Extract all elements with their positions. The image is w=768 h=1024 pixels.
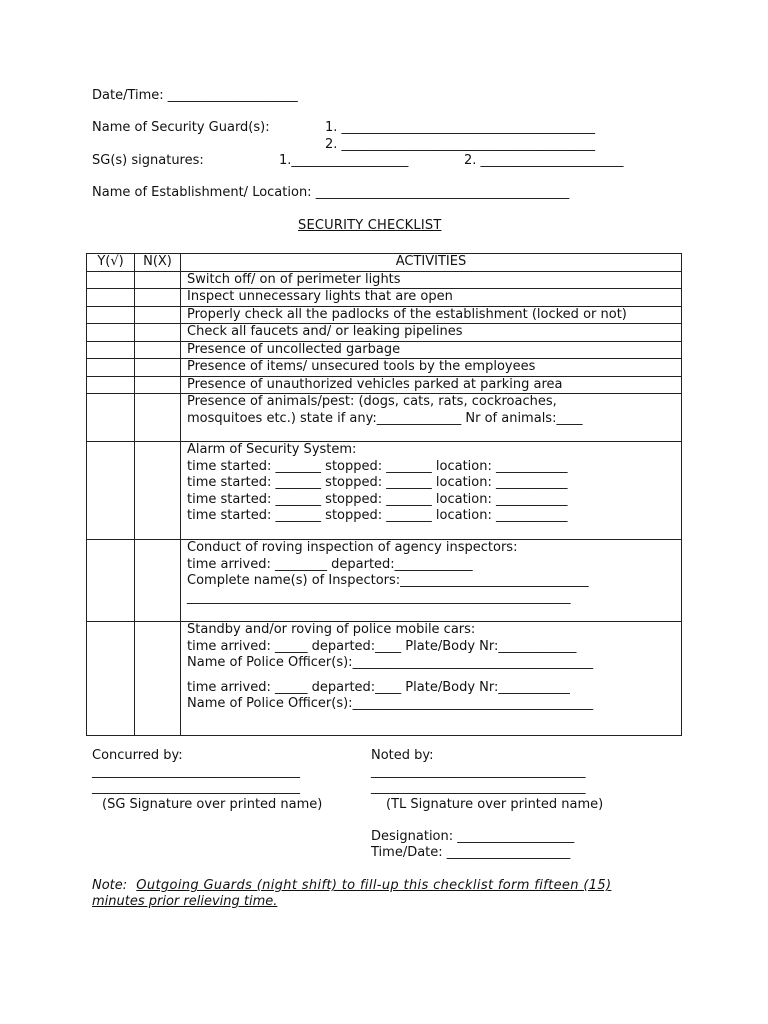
time-date-field[interactable]: Time/Date: ___________________ bbox=[371, 845, 571, 860]
note-text-2: minutes prior relieving time. bbox=[92, 894, 278, 909]
table-row bbox=[87, 376, 682, 394]
page-title: SECURITY CHECKLIST bbox=[298, 218, 442, 233]
alarm-heading: Alarm of Security System: bbox=[187, 442, 357, 457]
table-row bbox=[87, 271, 682, 289]
note-line-1 bbox=[92, 878, 611, 893]
no-checkbox-cell[interactable] bbox=[135, 324, 181, 342]
inspectors-name-line[interactable]: Complete name(s) of Inspectors:_____________________________ bbox=[187, 573, 589, 588]
concurred-signature-line-2[interactable]: ________________________________ bbox=[92, 780, 300, 795]
alarm-time-line[interactable]: time started: _______ stopped: _______ location: ___________ bbox=[187, 491, 568, 507]
activity-label: Properly check all the padlocks of the establishment (locked or not) bbox=[181, 306, 682, 324]
no-checkbox-cell[interactable] bbox=[135, 376, 181, 394]
yes-checkbox-cell[interactable] bbox=[87, 289, 135, 307]
column-header-no: N(X) bbox=[135, 254, 181, 272]
activity-label: Presence of unauthorized vehicles parked at parking area bbox=[181, 376, 682, 394]
note-text-1: Outgoing Guards (night shift) to fill-up this checklist form fifteen (15) bbox=[136, 878, 612, 893]
police-spacer bbox=[187, 672, 681, 680]
concurred-by-label: Concurred by: bbox=[92, 748, 183, 763]
police-cell bbox=[181, 622, 682, 736]
inspectors-name-line-2[interactable]: ___________________________________________________________ bbox=[187, 589, 571, 605]
police-officer-line-2[interactable]: Name of Police Officer(s):_____________________________________ bbox=[187, 696, 594, 711]
note-label: Note: bbox=[92, 878, 128, 893]
roving-time-line[interactable]: time arrived: ________ departed:____________ bbox=[187, 556, 473, 572]
guard-name-label: Name of Security Guard(s): bbox=[92, 120, 270, 135]
roving-cell bbox=[181, 540, 682, 622]
yes-checkbox-cell[interactable] bbox=[87, 442, 135, 540]
column-header-yes: Y(√) bbox=[87, 254, 135, 272]
signature-label: SG(s) signatures: bbox=[92, 153, 204, 168]
checklist-table bbox=[86, 253, 682, 736]
table-row-police bbox=[87, 622, 682, 736]
activity-label: Presence of uncollected garbage bbox=[181, 341, 682, 359]
alarm-time-line[interactable]: time started: _______ stopped: _______ location: ___________ bbox=[187, 508, 568, 523]
no-checkbox-cell[interactable] bbox=[135, 394, 181, 442]
alarm-cell bbox=[181, 442, 682, 540]
guard-name-line-1[interactable]: 1. _______________________________________ bbox=[325, 120, 596, 135]
activity-label: Inspect unnecessary lights that are open bbox=[181, 289, 682, 307]
noted-by-label: Noted by: bbox=[371, 748, 434, 763]
yes-checkbox-cell[interactable] bbox=[87, 394, 135, 442]
establishment-field[interactable]: Name of Establishment/ Location: _______________________________________ bbox=[92, 185, 570, 200]
signature-line-2[interactable]: 2. ______________________ bbox=[464, 153, 624, 168]
sg-signature-caption: (SG Signature over printed name) bbox=[102, 797, 323, 812]
yes-checkbox-cell[interactable] bbox=[87, 271, 135, 289]
table-row-alarm bbox=[87, 442, 682, 540]
no-checkbox-cell[interactable] bbox=[135, 540, 181, 622]
activity-label: Check all faucets and/ or leaking pipelines bbox=[181, 324, 682, 342]
police-heading: Standby and/or roving of police mobile cars: bbox=[187, 622, 476, 637]
alarm-time-line[interactable]: time started: _______ stopped: _______ location: ___________ bbox=[187, 475, 568, 490]
noted-signature-line-2[interactable]: _________________________________ bbox=[371, 780, 586, 795]
concurred-signature-line-1[interactable]: ________________________________ bbox=[92, 764, 300, 779]
police-officer-line-1[interactable]: Name of Police Officer(s):_____________________________________ bbox=[187, 655, 594, 670]
yes-checkbox-cell[interactable] bbox=[87, 622, 135, 736]
guard-name-line-2[interactable]: 2. _______________________________________ bbox=[325, 137, 596, 152]
activity-label: Switch off/ on of perimeter lights bbox=[181, 271, 682, 289]
yes-checkbox-cell[interactable] bbox=[87, 540, 135, 622]
table-row bbox=[87, 289, 682, 307]
column-header-activities: ACTIVITIES bbox=[181, 254, 682, 272]
yes-checkbox-cell[interactable] bbox=[87, 341, 135, 359]
no-checkbox-cell[interactable] bbox=[135, 306, 181, 324]
table-row-animals bbox=[87, 394, 682, 442]
yes-checkbox-cell[interactable] bbox=[87, 376, 135, 394]
designation-field[interactable]: Designation: __________________ bbox=[371, 829, 575, 844]
noted-signature-line-1[interactable]: _________________________________ bbox=[371, 764, 586, 779]
roving-heading: Conduct of roving inspection of agency inspectors: bbox=[187, 540, 518, 555]
activity-label: Presence of items/ unsecured tools by the employees bbox=[181, 359, 682, 377]
no-checkbox-cell[interactable] bbox=[135, 341, 181, 359]
animals-cell bbox=[181, 394, 682, 442]
no-checkbox-cell[interactable] bbox=[135, 359, 181, 377]
no-checkbox-cell[interactable] bbox=[135, 442, 181, 540]
table-header-row bbox=[87, 254, 682, 272]
yes-checkbox-cell[interactable] bbox=[87, 359, 135, 377]
yes-checkbox-cell[interactable] bbox=[87, 306, 135, 324]
no-checkbox-cell[interactable] bbox=[135, 271, 181, 289]
date-time-field[interactable]: Date/Time: ____________________ bbox=[92, 88, 298, 103]
yes-checkbox-cell[interactable] bbox=[87, 324, 135, 342]
animals-line-1: Presence of animals/pest: (dogs, cats, rats, cockroaches, bbox=[187, 394, 557, 409]
table-row bbox=[87, 359, 682, 377]
animals-line-2[interactable]: mosquitoes etc.) state if any:_____________ Nr of animals:____ bbox=[187, 410, 583, 426]
table-row bbox=[87, 324, 682, 342]
table-row bbox=[87, 306, 682, 324]
no-checkbox-cell[interactable] bbox=[135, 622, 181, 736]
alarm-time-line[interactable]: time started: _______ stopped: _______ location: ___________ bbox=[187, 458, 568, 474]
police-time-line-1[interactable]: time arrived: _____ departed:____ Plate/Body Nr:____________ bbox=[187, 638, 577, 654]
table-row-roving bbox=[87, 540, 682, 622]
signature-line-1[interactable]: 1.__________________ bbox=[279, 153, 409, 168]
police-time-line-2[interactable]: time arrived: _____ departed:____ Plate/Body Nr:___________ bbox=[187, 679, 570, 695]
tl-signature-caption: (TL Signature over printed name) bbox=[386, 797, 604, 812]
no-checkbox-cell[interactable] bbox=[135, 289, 181, 307]
table-row bbox=[87, 341, 682, 359]
